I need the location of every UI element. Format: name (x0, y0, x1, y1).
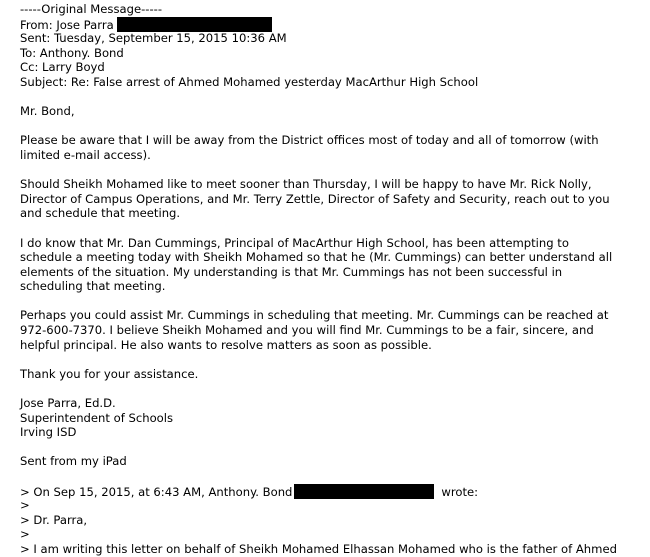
paragraph-line: Should Sheikh Mohamed like to meet sooner than Thursday, I will be happy to have Mr. Rick Nolly, (20, 177, 592, 192)
paragraph-3 (20, 236, 640, 294)
paragraph-2 (20, 177, 640, 221)
sent-line: Sent: Tuesday, September 15, 2015 10:36 AM (20, 31, 287, 46)
paragraph-line: I do know that Mr. Dan Cummings, Principal of MacArthur High School, has been attempting to (20, 235, 569, 250)
redaction-bar (294, 484, 434, 499)
signature-org: Irving ISD (20, 425, 77, 440)
paragraph-line: elements of the situation. My understanding is that Mr. Cummings has not been successful in (20, 264, 563, 279)
quoted-blank-line: > (20, 498, 30, 513)
paragraph-line: Director of Campus Operations, and Mr. Terry Zettle, Director of Safety and Security, reach out to you (20, 191, 610, 206)
quoted-body-line: > I am writing this letter on behalf of Sheikh Mohamed Elhassan Mohamed who is the father of Ahmed (20, 541, 617, 556)
email-header (20, 2, 640, 90)
to-line: To: Anthony. Bond (20, 45, 124, 60)
quoted-blank-line: > (20, 527, 30, 542)
redaction-bar (117, 17, 272, 32)
paragraph-line: Perhaps you could assist Mr. Cummings in scheduling that meeting. Mr. Cummings can be reached at (20, 308, 609, 323)
thanks-line: Thank you for your assistance. (20, 366, 199, 381)
quoted-wrote-text: wrote: (441, 484, 479, 499)
original-message-marker: -----Original Message----- (20, 2, 163, 16)
quoted-header-line (20, 484, 640, 499)
quoted-greeting: > Dr. Parra, (20, 512, 88, 527)
signature-block (20, 396, 640, 440)
paragraph-line: 972-600-7370. I believe Sheikh Mohamed and you will find Mr. Cummings to be a fair, sincere, and (20, 323, 594, 338)
subject-line: Subject: Re: False arrest of Ahmed Mohamed yesterday MacArthur High School (20, 74, 479, 89)
paragraph-4 (20, 308, 640, 352)
signature-name: Jose Parra, Ed.D. (20, 396, 116, 411)
quoted-header-text: > On Sep 15, 2015, at 6:43 AM, Anthony. Bond (20, 484, 293, 499)
signature-title: Superintendent of Schools (20, 410, 174, 425)
sent-from-line: Sent from my iPad (20, 454, 127, 469)
from-line (20, 17, 640, 32)
paragraph-line: and schedule that meeting. (20, 206, 181, 221)
paragraph-line: Please be aware that I will be away from the District offices most of today and all of tomorrow (with (20, 133, 599, 148)
paragraph-line: scheduling that meeting. (20, 279, 166, 294)
email-document (20, 2, 640, 557)
paragraph-line: schedule a meeting today with Sheikh Mohamed so that he (Mr. Cummings) can better understand all (20, 250, 613, 265)
paragraph-line: limited e-mail access). (20, 147, 151, 162)
from-text: From: Jose Parra (20, 17, 114, 32)
salutation: Mr. Bond, (20, 104, 75, 119)
paragraph-1 (20, 133, 640, 162)
paragraph-line: helpful principal. He also wants to resolve matters as soon as possible. (20, 337, 432, 352)
cc-line: Cc: Larry Boyd (20, 60, 105, 75)
quoted-message (20, 484, 640, 557)
